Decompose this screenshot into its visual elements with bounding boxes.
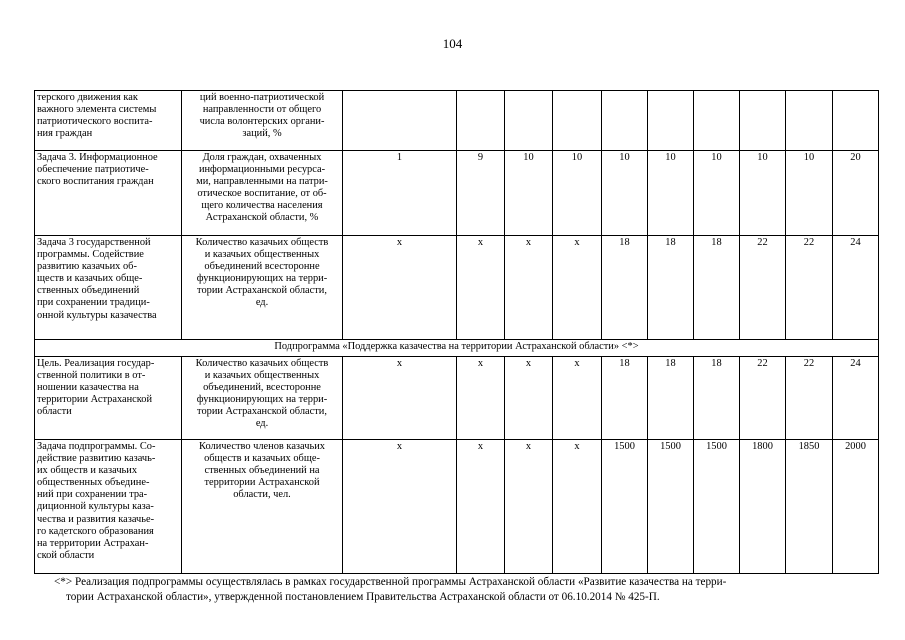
table-row xyxy=(35,91,879,151)
footnote xyxy=(54,575,854,605)
value-cell: x xyxy=(343,440,457,574)
value-cell: x xyxy=(553,357,602,440)
cell-line: Цель. Реализация государ- xyxy=(37,358,155,369)
indicator-cell xyxy=(182,440,343,574)
cell-line: Задача 3 государственной xyxy=(37,237,151,248)
cell-line: информационными ресурса- xyxy=(198,164,326,176)
page-number: 104 xyxy=(442,36,463,51)
cell-line: Задача 3. Информационное xyxy=(37,152,158,163)
subprogram-header-row xyxy=(35,340,879,357)
value-cell: 10 xyxy=(786,151,833,236)
cell-line: обществ и казачьих обще- xyxy=(204,453,320,465)
indicator-cell xyxy=(182,357,343,440)
cell-line: ношении казачества на xyxy=(37,382,139,394)
cell-line: и казачьих общественных xyxy=(204,370,320,382)
value-cell: 1500 xyxy=(694,440,740,574)
cell-line: территории Астраханской xyxy=(204,477,320,489)
value-cell: x xyxy=(457,357,505,440)
cell-line: программы. Содействие xyxy=(37,249,144,261)
value-cell: 1500 xyxy=(602,440,648,574)
table-row xyxy=(35,440,879,574)
cell-line: ской области xyxy=(37,549,95,561)
value-cell: x xyxy=(457,440,505,574)
cell-line: Количество казачьих обществ xyxy=(195,237,329,248)
indicator-cell xyxy=(182,151,343,236)
cell-line: объединений всесторонне xyxy=(204,261,320,273)
value-cell: 24 xyxy=(833,236,879,340)
value-cell xyxy=(786,91,833,151)
cell-line: онной культуры казачества xyxy=(37,309,157,321)
cell-line: при сохранении традици- xyxy=(37,297,150,309)
cell-line: ществ и казачьих обще- xyxy=(37,273,143,285)
value-cell: 18 xyxy=(648,236,694,340)
task-cell xyxy=(35,357,182,440)
value-cell: 10 xyxy=(648,151,694,236)
cell-line: на территории Астрахан- xyxy=(37,537,149,549)
cell-line: ния граждан xyxy=(37,128,93,140)
value-cell: 9 xyxy=(457,151,505,236)
cell-line: действие развитию казачь- xyxy=(37,453,156,465)
cell-line: ций военно-патриотической xyxy=(199,92,325,103)
value-cell: 1 xyxy=(343,151,457,236)
value-cell: 18 xyxy=(694,357,740,440)
cell-line: ственных объединений на xyxy=(204,465,320,477)
cell-line: диционной культуры каза- xyxy=(37,501,154,513)
value-cell: 20 xyxy=(833,151,879,236)
cell-line: общественных объедине- xyxy=(37,477,150,489)
value-cell xyxy=(694,91,740,151)
cell-line: важного элемента системы xyxy=(37,104,157,116)
task-cell xyxy=(35,236,182,340)
cell-line: области, чел. xyxy=(233,489,291,501)
value-cell: 1500 xyxy=(648,440,694,574)
value-cell: x xyxy=(505,440,553,574)
cell-line: ского воспитания граждан xyxy=(37,176,154,188)
cell-line: и казачьих общественных xyxy=(204,249,320,261)
subprogram-title: Подпрограмма «Поддержка казачества на территории Астраханской области» <*> xyxy=(35,340,879,357)
task-cell xyxy=(35,91,182,151)
cell-line: щего количества населения xyxy=(201,200,323,212)
value-cell xyxy=(505,91,553,151)
cell-line: чества и развития казачье- xyxy=(37,513,155,525)
value-cell: 22 xyxy=(786,357,833,440)
cell-line: направленности от общего xyxy=(202,104,322,116)
value-cell: 18 xyxy=(602,236,648,340)
cell-line: ственных объединений xyxy=(37,285,140,297)
task-cell xyxy=(35,151,182,236)
value-cell: 1850 xyxy=(786,440,833,574)
cell-line: их обществ и казачьих xyxy=(37,465,138,477)
cell-line: Астраханской области, % xyxy=(205,212,319,224)
value-cell xyxy=(648,91,694,151)
value-cell: x xyxy=(505,236,553,340)
indicator-cell xyxy=(182,91,343,151)
value-cell: x xyxy=(553,440,602,574)
cell-line: территории Астраханской xyxy=(37,394,153,406)
indicators-table xyxy=(34,90,879,574)
value-cell: x xyxy=(343,357,457,440)
value-cell: 10 xyxy=(553,151,602,236)
cell-line: отическое воспитание, от об- xyxy=(197,188,327,200)
value-cell: 10 xyxy=(602,151,648,236)
cell-line: обеспечение патриотиче- xyxy=(37,164,149,176)
cell-line: Доля граждан, охваченных xyxy=(202,152,322,163)
value-cell: 22 xyxy=(740,357,786,440)
value-cell: 18 xyxy=(602,357,648,440)
value-cell: 18 xyxy=(648,357,694,440)
value-cell: 10 xyxy=(694,151,740,236)
value-cell: 1800 xyxy=(740,440,786,574)
value-cell xyxy=(833,91,879,151)
cell-line: тории Астраханской области, xyxy=(197,285,327,297)
task-cell xyxy=(35,440,182,574)
value-cell: 10 xyxy=(505,151,553,236)
value-cell xyxy=(457,91,505,151)
cell-line: Задача подпрограммы. Со- xyxy=(37,441,156,452)
table-row xyxy=(35,357,879,440)
footnote-line: тории Астраханской области», утвержденной постановлением Правительства Астраханской области от 06.10.2014 № 425-П. xyxy=(66,591,660,603)
cell-line: объединений, всесторонне xyxy=(203,382,321,394)
table-row xyxy=(35,151,879,236)
cell-line: ний при сохранении тра- xyxy=(37,489,148,501)
cell-line: терского движения как xyxy=(37,92,138,103)
value-cell: 2000 xyxy=(833,440,879,574)
cell-line: Количество членов казачьих xyxy=(199,441,325,452)
cell-line: ед. xyxy=(255,418,269,430)
table-row xyxy=(35,236,879,340)
cell-line: го кадетского образования xyxy=(37,525,154,537)
cell-line: развитию казачьих об- xyxy=(37,261,137,273)
value-cell xyxy=(602,91,648,151)
value-cell: x xyxy=(457,236,505,340)
footnote-line: <*> Реализация подпрограммы осуществлялась в рамках государственной программы Астраханской области «Развитие казачества на терри- xyxy=(54,576,727,588)
value-cell: 22 xyxy=(740,236,786,340)
cell-line: функционирующих на терри- xyxy=(196,273,328,285)
cell-line: ми, направленными на патри- xyxy=(196,176,328,188)
value-cell: 18 xyxy=(694,236,740,340)
value-cell: 22 xyxy=(786,236,833,340)
value-cell: 24 xyxy=(833,357,879,440)
value-cell: 10 xyxy=(740,151,786,236)
cell-line: ственной политики в от- xyxy=(37,370,146,382)
value-cell xyxy=(553,91,602,151)
cell-line: ед. xyxy=(255,297,269,309)
cell-line: заций, % xyxy=(242,128,282,140)
value-cell xyxy=(740,91,786,151)
cell-line: числа волонтерских органи- xyxy=(199,116,325,128)
cell-line: патриотического воспита- xyxy=(37,116,153,128)
cell-line: функционирующих на терри- xyxy=(196,394,328,406)
value-cell: x xyxy=(505,357,553,440)
value-cell xyxy=(343,91,457,151)
indicator-cell xyxy=(182,236,343,340)
cell-line: области xyxy=(37,406,72,418)
cell-line: Количество казачьих обществ xyxy=(195,358,329,369)
cell-line: тории Астраханской области, xyxy=(197,406,327,418)
value-cell: x xyxy=(343,236,457,340)
value-cell: x xyxy=(553,236,602,340)
